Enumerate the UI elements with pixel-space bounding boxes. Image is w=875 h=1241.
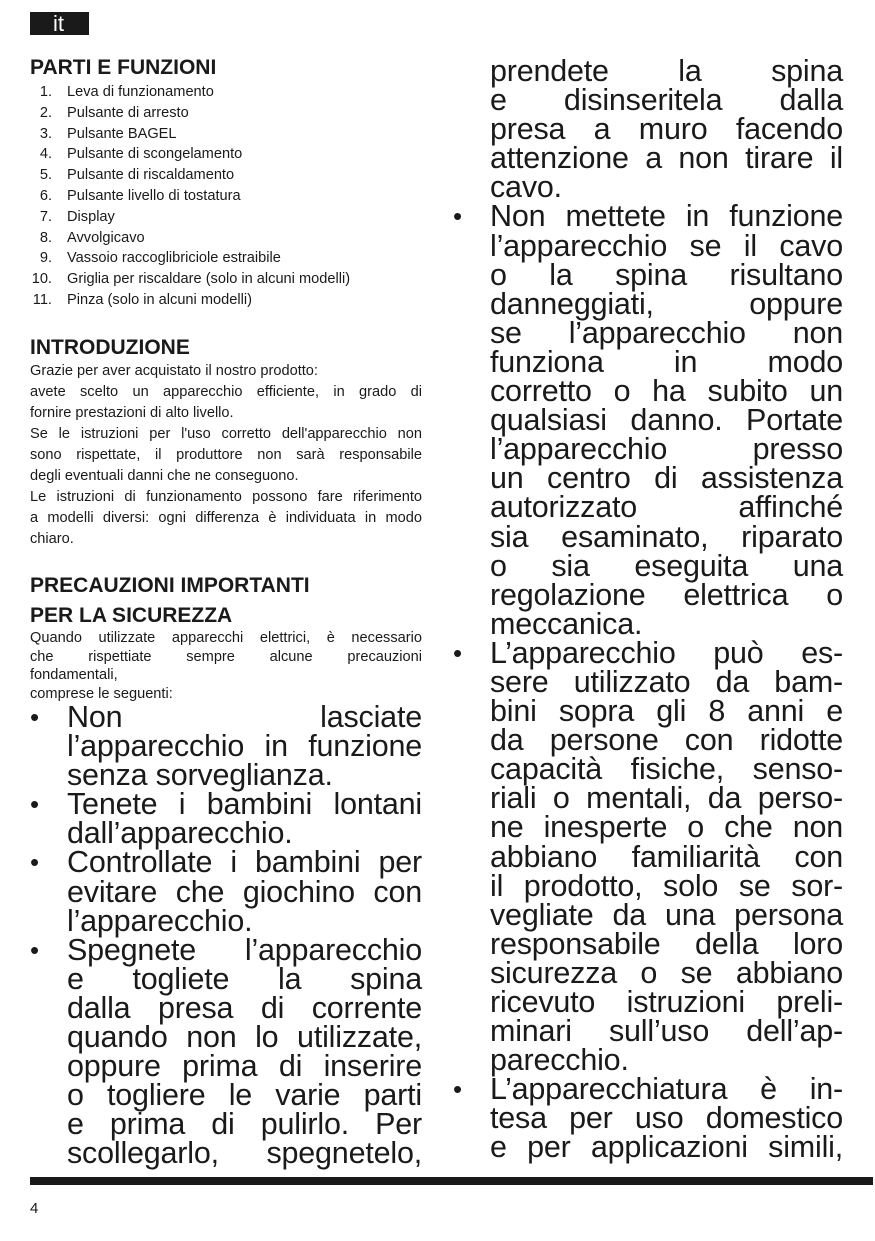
text-line: quando non lo utilizzate, (67, 1020, 422, 1055)
parts-list-item (30, 269, 430, 290)
text-line: evitare che giochino con (67, 874, 422, 909)
text-line: regolazione elettrica o (490, 577, 843, 612)
text-line: degli eventuali danni che ne conseguono. (30, 468, 299, 484)
text-line: responsabile della loro (490, 926, 843, 961)
left-column-bullets (30, 700, 422, 1171)
text-line: a modelli diversi: ogni differenza è individuata in modo (30, 510, 422, 526)
intro-text (30, 361, 422, 550)
bullet-item (453, 1072, 843, 1165)
text-line: sia esaminato, riparato (490, 519, 843, 554)
paragraph (30, 361, 422, 382)
text-line: avete scelto un apparecchio efficiente, in grado di (30, 384, 422, 400)
page-number: 4 (30, 1200, 39, 1217)
bullet-item (30, 932, 422, 1171)
parts-list-item (30, 228, 430, 249)
item-number: 3. (39, 125, 52, 142)
text-line: presa a muro facendo (490, 112, 843, 147)
bullet-item (453, 635, 843, 1078)
text-line: l’apparecchio se il cavo (490, 228, 843, 263)
text-line: capacità fisiche, senso- (490, 752, 843, 787)
parts-list-item (30, 186, 430, 207)
text-line: o sia eseguita una (490, 548, 843, 583)
text-line: sono rispettate, il produttore non sarà responsabile (30, 447, 422, 463)
item-label: Avvolgicavo (67, 229, 145, 246)
intro-heading: INTRODUZIONE (30, 336, 190, 359)
text-line: Quando utilizzate apparecchi elettrici, è necessario (30, 630, 422, 646)
item-label: Leva di funzionamento (67, 84, 214, 100)
footer-rule (30, 1177, 873, 1185)
text-line: autorizzato affinché (490, 490, 843, 525)
item-label: Griglia per riscaldare (solo in alcuni modelli) (67, 271, 351, 288)
safety-heading-line2: PER LA SICUREZZA (30, 604, 233, 627)
text-line: danneggiati, oppure (490, 286, 843, 321)
text-line: L’apparecchiatura è in- (490, 1072, 843, 1107)
parts-list (30, 82, 430, 311)
bullet-icon: • (30, 789, 39, 820)
parts-list-item (30, 144, 430, 165)
item-number: 8. (39, 229, 52, 246)
parts-list-item (30, 248, 430, 269)
bullet-item (453, 199, 843, 641)
text-line: parecchio. (490, 1043, 629, 1078)
safety-intro-text (30, 629, 422, 703)
text-line: sere utilizzato da bam- (490, 664, 843, 699)
bullet-item (30, 700, 422, 793)
text-line: meccanica. (490, 606, 643, 641)
safety-heading-line1: PRECAUZIONI IMPORTANTI (30, 574, 310, 597)
item-label: Pulsante BAGEL (67, 125, 177, 142)
text-line: qualsiasi danno. Portate (490, 403, 843, 438)
text-line: e togliete la spina (67, 961, 422, 996)
text-line: senza sorveglianza. (67, 758, 333, 793)
text-line: attenzione a non tirare il (490, 141, 843, 176)
text-line: tesa per uso domestico (490, 1101, 843, 1136)
bullet-icon: • (30, 847, 39, 878)
paragraph (453, 54, 843, 205)
text-line: chiaro. (30, 531, 74, 547)
text-line: e disinseritela dalla (490, 83, 843, 118)
bullet-item (30, 845, 422, 938)
text-line: e per applicazioni simili, (490, 1130, 843, 1165)
item-number: 2. (39, 104, 52, 121)
bullet-icon: • (30, 702, 39, 732)
text-line: l’apparecchio in funzione (67, 729, 422, 764)
text-line: Se le istruzioni per l'uso corretto dell'apparecchio non (30, 426, 422, 442)
text-line: Non mettete in funzione (490, 199, 843, 234)
parts-list-item (30, 124, 430, 145)
text-line: minari sull’uso dell’ap- (490, 1014, 843, 1049)
text-line: Non lasciate (67, 700, 422, 734)
paragraph (30, 424, 422, 487)
parts-list-item (30, 165, 430, 186)
text-line: l’apparecchio. (67, 903, 253, 938)
text-line: Le istruzioni di funzionamento possono fare riferimento (30, 489, 422, 505)
text-line: l’apparecchio presso (490, 432, 843, 467)
text-line: o togliere le varie parti (67, 1078, 422, 1113)
text-line: ricevuto istruzioni preli- (490, 985, 843, 1019)
item-number: 9. (39, 250, 52, 267)
item-number: 7. (39, 208, 52, 225)
item-label: Vassoio raccoglibriciole estraibile (67, 250, 281, 267)
paragraph (30, 487, 422, 550)
parts-list-item (30, 207, 430, 228)
text-line: vegliate da una persona (490, 897, 843, 932)
text-line: comprese le seguenti: (30, 685, 173, 702)
parts-list-item (30, 103, 430, 124)
item-number: 11. (32, 291, 52, 308)
item-number: 1. (39, 84, 52, 100)
text-line: da persone con ridotte (490, 723, 843, 758)
text-line: Spegnete l’apparecchio (67, 932, 422, 967)
right-column-bullets (453, 54, 843, 1165)
item-label: Pinza (solo in alcuni modelli) (67, 291, 252, 308)
text-line: Grazie per aver acquistato il nostro prodotto: (30, 363, 318, 379)
parts-heading: PARTI E FUNZIONI (30, 56, 217, 79)
bullet-icon: • (453, 637, 462, 668)
text-line: riali o mentali, da perso- (490, 781, 843, 816)
text-line: sicurezza o se abbiano (490, 955, 843, 990)
text-line: cavo. (490, 170, 562, 205)
text-line: o la spina risultano (490, 257, 843, 292)
text-line: corretto o ha subito un (490, 374, 843, 409)
bullet-item (30, 787, 422, 851)
text-line: abbiano familiarità con (490, 839, 843, 874)
item-label: Pulsante di riscaldamento (67, 167, 235, 184)
item-label: Pulsante di arresto (67, 104, 189, 121)
parts-list-item (30, 82, 430, 103)
bullet-icon: • (453, 1074, 462, 1105)
text-line: Controllate i bambini per (67, 845, 422, 880)
text-line: fondamentali, (30, 667, 118, 683)
paragraph (30, 382, 422, 424)
parts-list-item (30, 290, 430, 311)
text-line: fornire prestazioni di alto livello. (30, 405, 234, 421)
text-line: che rispettiate sempre alcune precauzioni (30, 648, 422, 665)
text-line: bini sopra gli 8 anni e (490, 694, 843, 729)
text-line: se l’apparecchio non (490, 315, 843, 350)
text-line: un centro di assistenza (490, 461, 843, 496)
item-number: 6. (39, 187, 52, 204)
text-line: dall’apparecchio. (67, 816, 293, 851)
bullet-icon: • (30, 934, 39, 965)
item-number: 10. (31, 271, 52, 288)
item-label: Display (67, 208, 115, 225)
text-line: dalla presa di corrente (67, 990, 422, 1025)
item-label: Pulsante di scongelamento (67, 146, 243, 163)
item-label: Pulsante livello di tostatura (67, 187, 241, 204)
text-line: oppure prima di inserire (67, 1049, 422, 1084)
text-line: funziona in modo (490, 344, 843, 379)
text-line: Tenete i bambini lontani (67, 787, 422, 822)
text-line: ne inesperte o che non (490, 810, 843, 845)
bullet-icon: • (453, 201, 462, 232)
language-tab: it (30, 12, 89, 35)
paragraph (30, 629, 422, 685)
item-number: 5. (39, 167, 52, 184)
text-line: il prodotto, solo se sor- (490, 868, 843, 903)
text-line: prendete la spina (490, 54, 843, 88)
text-line: L’apparecchio può es- (490, 635, 843, 670)
item-number: 4. (39, 146, 52, 163)
text-line: scollegarlo, spegnetelo, (67, 1136, 422, 1171)
text-line: e prima di pulirlo. Per (67, 1107, 422, 1142)
